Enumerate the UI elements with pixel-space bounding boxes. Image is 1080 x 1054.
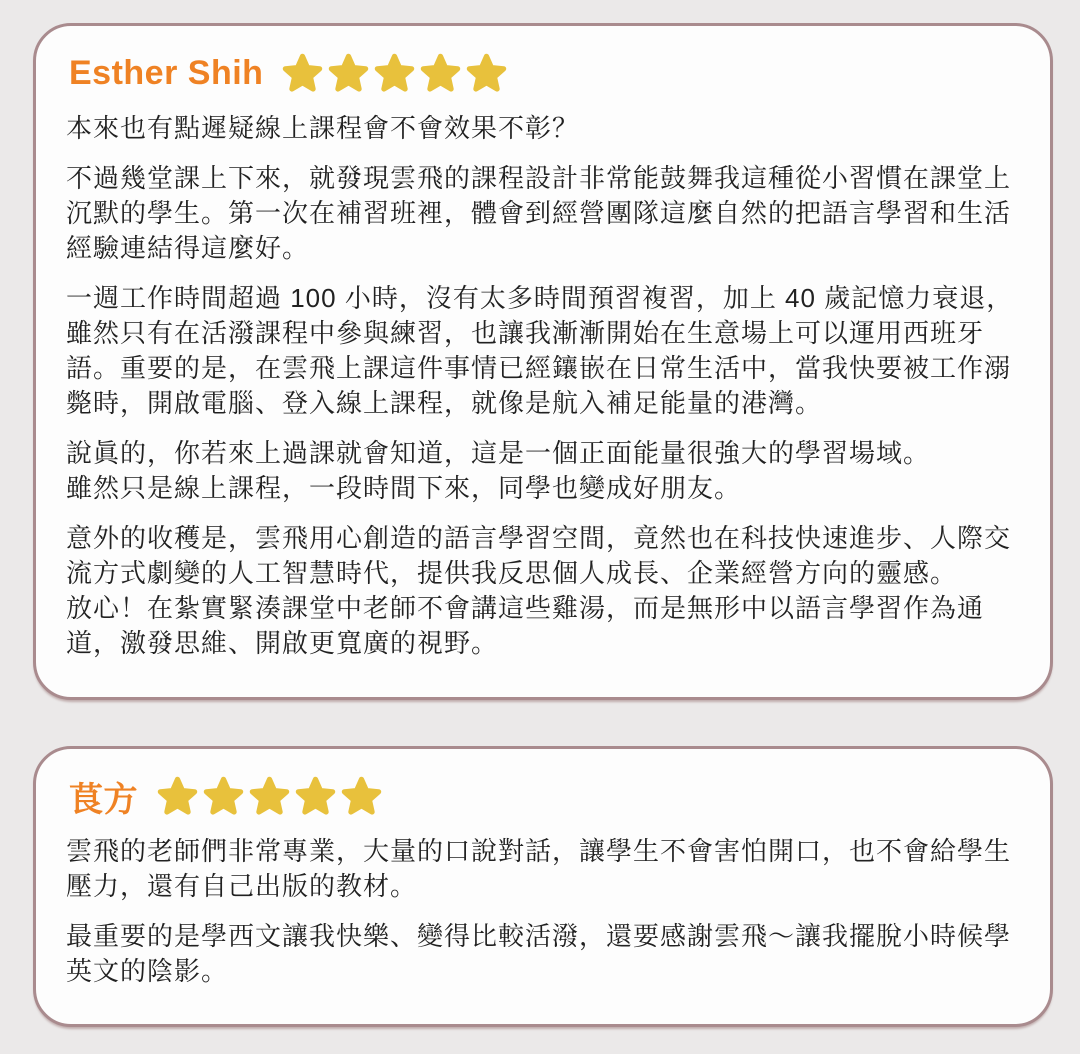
review-paragraph bbox=[66, 281, 1023, 421]
review-text-line: 一週工作時間超過 100 小時，沒有太多時間預習複習，加上 40 歲記憶力衰退，雖然只有在活潑課程中參與練習，也讓我漸漸開始在生意場上可以運用西班牙語。重要的是，在雲飛上課這件事情已經鑲嵌在日常生活中，當我快要被工作溺斃時，開啟電腦、登入線上課程，就像是航入補足能量的港灣。 bbox=[66, 283, 1014, 418]
reviewer-name: Esther Shih bbox=[69, 53, 264, 92]
review-text-line: 最重要的是學西文讓我快樂、變得比較活潑，還要感謝雲飛～讓我擺脫小時候學英文的陰影。 bbox=[66, 921, 1012, 986]
star-icon bbox=[340, 775, 383, 818]
star-icon bbox=[327, 52, 370, 95]
star-icon bbox=[419, 52, 462, 95]
review-text-line: 雲飛的老師們非常專業，大量的口說對話，讓學生不會害怕開口，也不會給學生壓力，還有自己出版的教材。 bbox=[66, 836, 1012, 901]
review-card-2 bbox=[33, 746, 1053, 1027]
review-text-line: 說眞的，你若來上過課就會知道，這是一個正面能量很強大的學習場域。 bbox=[66, 438, 931, 468]
reviewer-name: 茛方 bbox=[69, 780, 138, 819]
review-paragraph bbox=[66, 521, 1023, 661]
review-text-line: 意外的收穫是，雲飛用心創造的語言學習空間，竟然也在科技快速進步、人際交流方式劇變的人工智慧時代，提供我反思個人成長、企業經營方向的靈感。 bbox=[66, 523, 1012, 588]
star-icon bbox=[465, 52, 508, 95]
star-icon bbox=[248, 775, 291, 818]
star-icon bbox=[294, 775, 337, 818]
review-text-line: 放心！在紮實緊湊課堂中老師不會講這些雞湯，而是無形中以語言學習作為通道，激發思維、開啟更寬廣的視野。 bbox=[66, 593, 985, 658]
star-rating bbox=[281, 52, 508, 95]
review-paragraph bbox=[66, 436, 1023, 506]
review-text-line: 雖然只是線上課程，一段時間下來，同學也變成好朋友。 bbox=[66, 473, 742, 503]
review-card-1 bbox=[33, 23, 1053, 700]
review-paragraph bbox=[66, 161, 1023, 266]
review-header bbox=[69, 773, 1023, 819]
star-icon bbox=[281, 52, 324, 95]
review-text-line: 不過幾堂課上下來，就發現雲飛的課程設計非常能鼓舞我這種從小習慣在課堂上沉默的學生。第一次在補習班裡，體會到經營團隊這麼自然的把語言學習和生活經驗連結得這麼好。 bbox=[66, 163, 1012, 263]
review-paragraph bbox=[66, 111, 1023, 146]
star-rating bbox=[156, 775, 383, 818]
review-header bbox=[69, 50, 1023, 96]
review-paragraph bbox=[66, 919, 1023, 989]
star-icon bbox=[156, 775, 199, 818]
star-icon bbox=[202, 775, 245, 818]
review-text-line: 本來也有點遲疑線上課程會不會效果不彰？ bbox=[66, 113, 580, 143]
review-paragraph bbox=[66, 834, 1023, 904]
star-icon bbox=[373, 52, 416, 95]
